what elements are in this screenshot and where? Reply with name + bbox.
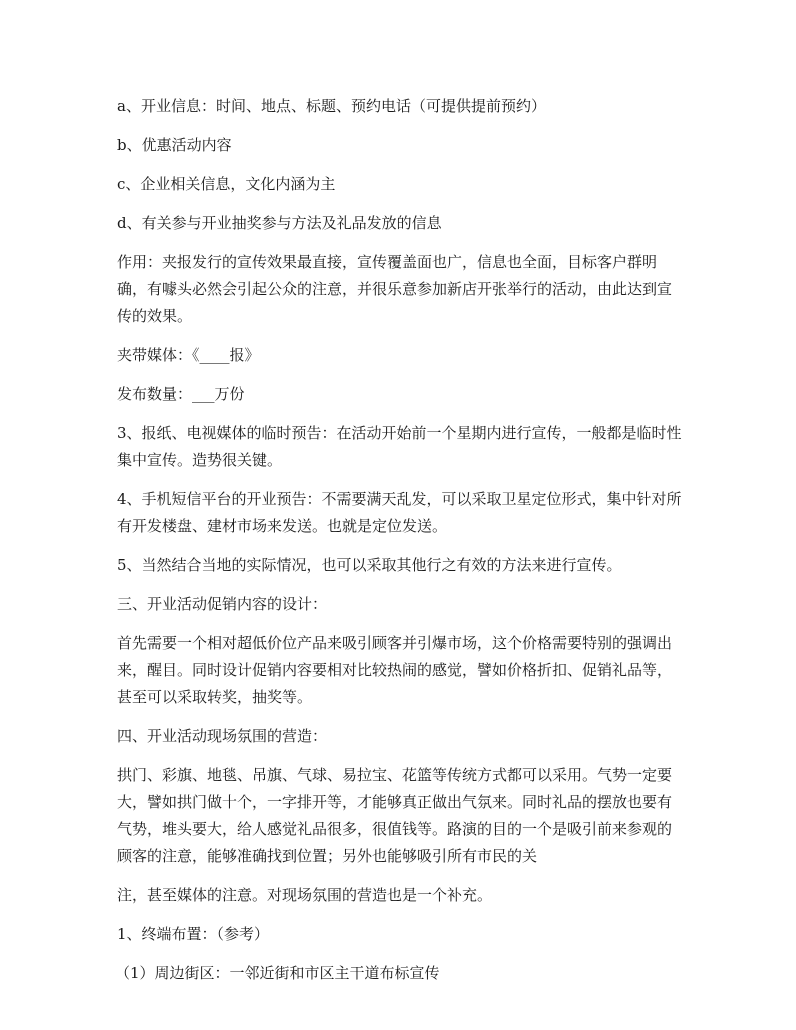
section-heading-atmosphere: 四、开业活动现场氛围的营造： <box>117 727 328 745</box>
paragraph-insert-effect: 作用：夹报发行的宣传效果最直接，宣传覆盖面也广，信息也全面，目标客户群明确，有噱头必然会引起公众的注意，并很乐意参加新店开张举行的活动，由此达到宣传的效果。 <box>117 253 673 325</box>
paragraph-sms-platform: 4、手机短信平台的开业预告：不需要满天乱发，可以采取卫星定位形式，集中针对所有开发楼盘、建材市场来发送。也就是定位发送。 <box>117 490 682 535</box>
paragraph-promotion-design: 首先需要一个相对超低价位产品来吸引顾客并引爆市场，这个价格需要特别的强调出来，醒目。同时设计促销内容要相对比较热闹的感觉，譬如价格折扣、促销礼品等，甚至可以采取转奖，抽奖等。 <box>117 634 673 706</box>
paragraph-terminal-layout: 1、终端布置：（参考） <box>117 925 270 943</box>
paragraph-publish-quantity: 发布数量：___万份 <box>117 385 245 403</box>
paragraph-insert-media: 夹带媒体：《____报》 <box>117 346 260 364</box>
paragraph-surrounding-streets: （1）周边街区：一邻近街和市区主干道布标宣传 <box>115 964 440 982</box>
paragraph-newspaper-tv: 3、报纸、电视媒体的临时预告：在活动开始前一个星期内进行宣传，一般都是临时性集中宣传。造势很关键。 <box>117 424 682 469</box>
section-heading-promotion-design: 三、开业活动促销内容的设计： <box>117 595 328 613</box>
paragraph-atmosphere-continued: 注，甚至媒体的注意。对现场氛围的营造也是一个补充。 <box>117 886 493 904</box>
document-body <box>117 93 683 999</box>
paragraph-opening-info: a、开业信息：时间、地点、标题、预约电话（可提供提前预约） <box>117 97 546 115</box>
paragraph-atmosphere: 拱门、彩旗、地毯、吊旗、气球、易拉宝、花篮等传统方式都可以采用。气势一定要大，譬如拱门做十个，一字排开等，才能够真正做出气氛来。同时礼品的摆放也要有气势，堆头要大，给人感觉礼品很多，很值钱等。路演的目的一个是吸引前来参观的顾客的注意，能够准确找到位置；另外也能够吸引所有市民的关 <box>117 766 673 865</box>
paragraph-lottery-info: d、有关参与开业抽奖参与方法及礼品发放的信息 <box>117 214 442 232</box>
paragraph-other-methods: 5、当然结合当地的实际情况，也可以采取其他行之有效的方法来进行宣传。 <box>117 556 622 574</box>
paragraph-promotion-content: b、优惠活动内容 <box>117 136 232 154</box>
paragraph-company-info: c、企业相关信息，文化内涵为主 <box>117 175 336 193</box>
